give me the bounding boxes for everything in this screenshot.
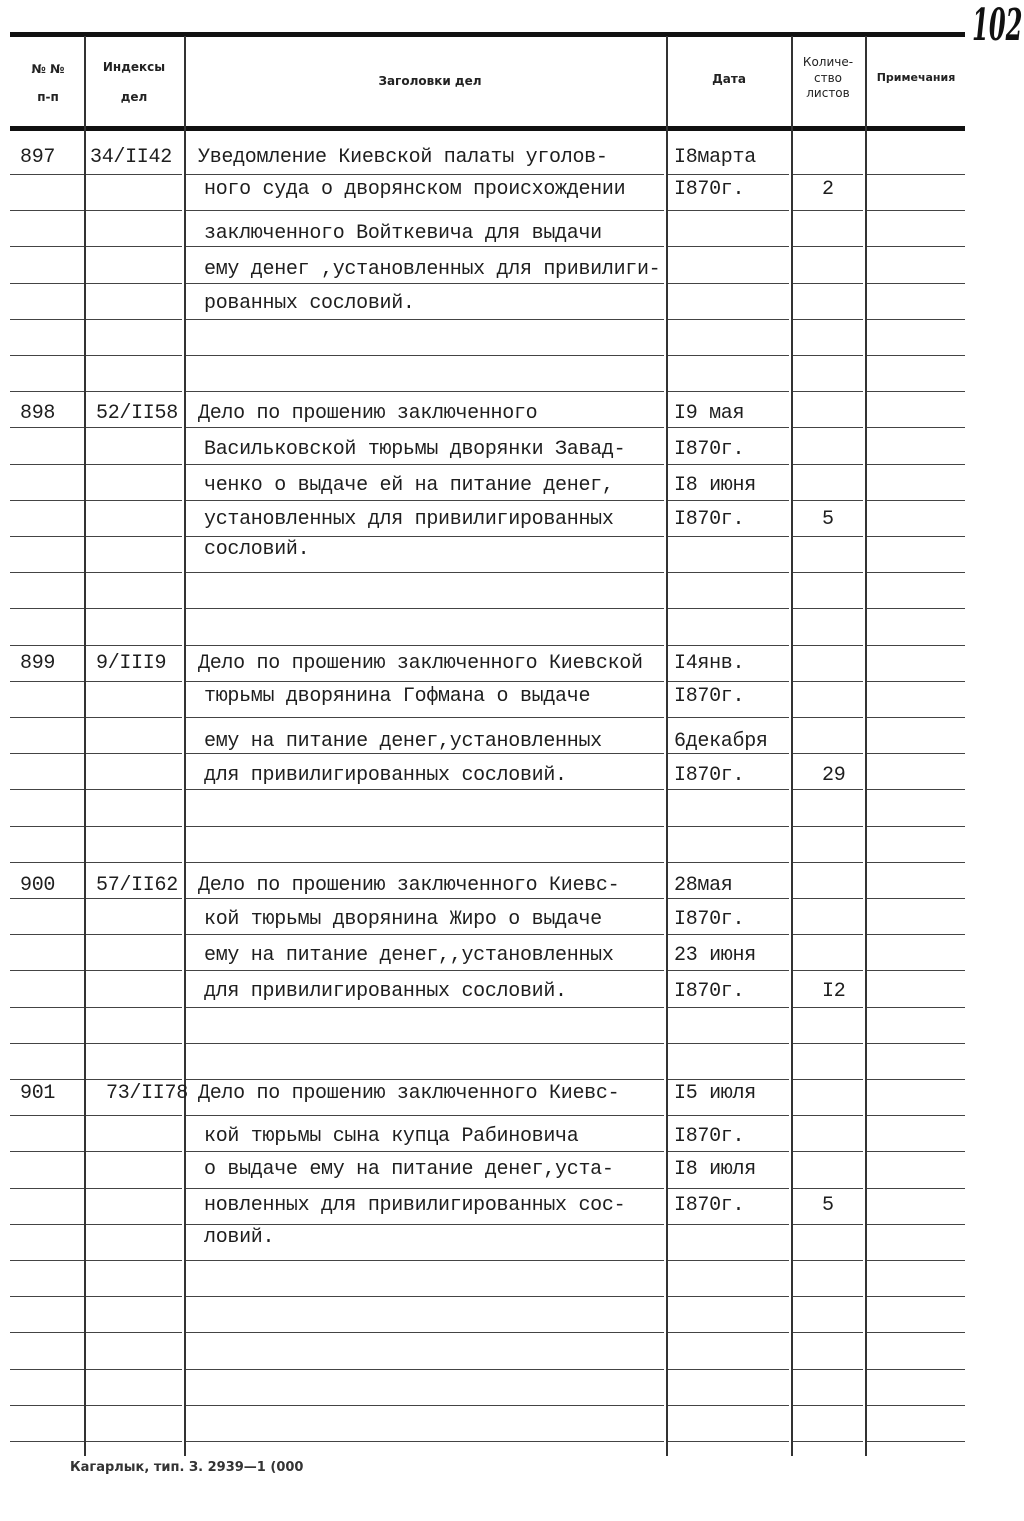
header-index-line2: дел (120, 90, 148, 104)
ruled-line (186, 789, 664, 790)
ruled-line (793, 681, 863, 682)
entry-date: I4янв. (674, 652, 745, 675)
ruled-line (186, 1441, 664, 1442)
ruled-line (793, 934, 863, 935)
ruled-line (186, 645, 664, 646)
ruled-line (10, 1296, 90, 1297)
ruled-line (793, 1296, 863, 1297)
ruled-line (88, 319, 182, 320)
ruled-line (793, 391, 863, 392)
ruled-line (793, 283, 863, 284)
header-index (88, 58, 180, 106)
ruled-line (793, 753, 863, 754)
ruled-line (668, 681, 789, 682)
ruled-line (88, 1332, 182, 1333)
ruled-line (668, 970, 789, 971)
entry-date: I870г. (674, 1125, 745, 1148)
ruled-line (10, 319, 90, 320)
header-title: Заголовки дел (378, 74, 482, 88)
ruled-line (793, 464, 863, 465)
entry-index: 57/II62 (96, 874, 178, 897)
entry-title-line: ловий. (204, 1226, 275, 1249)
ruled-line (186, 1224, 664, 1225)
entry-number: 899 (20, 652, 56, 675)
ruled-line (793, 174, 863, 175)
ruled-line (867, 826, 965, 827)
ruled-line (88, 608, 182, 609)
ruled-line (10, 246, 90, 247)
ruled-line (186, 1007, 664, 1008)
ruled-line (668, 645, 789, 646)
entry-title-line: рованных сословий. (204, 292, 415, 315)
ruled-line (186, 1115, 664, 1116)
ruled-line (186, 826, 664, 827)
ruled-line (867, 427, 965, 428)
ruled-line (867, 1079, 965, 1080)
entry-index: 34/II42 (90, 146, 172, 169)
ruled-line (10, 464, 90, 465)
ruled-line (10, 355, 90, 356)
entry-title-line: тюрьмы дворянина Гофмана о выдаче (204, 685, 591, 708)
entry-sheet-count: 2 (822, 178, 834, 201)
ruled-line (867, 1441, 965, 1442)
ruled-line (793, 500, 863, 501)
entry-number: 898 (20, 402, 56, 425)
ruled-line (88, 210, 182, 211)
entry-date: I870г. (674, 908, 745, 931)
entry-title-line: ему на питание денег,установленных (204, 730, 602, 753)
ruled-line (793, 355, 863, 356)
ruled-line (186, 1188, 664, 1189)
entry-title-line: кой тюрьмы сына купца Рабиновича (204, 1125, 579, 1148)
ruled-line (10, 1115, 90, 1116)
entry-date: I870г. (674, 508, 745, 531)
printer-footer: Кагарлык, тип. З. 2939—1 (000 (70, 1460, 304, 1475)
ruled-line (88, 355, 182, 356)
entry-date: I8марта (674, 146, 756, 169)
entry-index: 9/III9 (96, 652, 167, 675)
ruled-line (668, 572, 789, 573)
ruled-line (186, 355, 664, 356)
ruled-line (793, 1079, 863, 1080)
entry-date: I8 июня (674, 474, 756, 497)
entry-sheet-count: 5 (822, 1194, 834, 1217)
ruled-line (867, 970, 965, 971)
ruled-line (867, 536, 965, 537)
ruled-line (88, 283, 182, 284)
ruled-line (668, 717, 789, 718)
ruled-line (10, 681, 90, 682)
ruled-line (10, 1441, 90, 1442)
entry-title-line: ного суда о дворянском происхождении (204, 178, 626, 201)
ruled-line (88, 464, 182, 465)
entry-title-line: установленных для привилигированных (204, 508, 614, 531)
entry-date: 28мая (674, 874, 733, 897)
ruled-line (867, 355, 965, 356)
ruled-line (793, 1115, 863, 1116)
ruled-line (88, 1043, 182, 1044)
header-bottom-rule (10, 126, 965, 131)
ruled-line (186, 898, 664, 899)
ruled-line (668, 210, 789, 211)
ruled-line (88, 645, 182, 646)
ruled-line (88, 1079, 182, 1080)
ruled-line (867, 753, 965, 754)
column-divider (791, 36, 793, 1456)
ruled-line (867, 1405, 965, 1406)
ruled-line (793, 826, 863, 827)
ruled-line (793, 1151, 863, 1152)
entry-title-line: Дело по прошению заключенного (198, 402, 538, 425)
ruled-line (88, 536, 182, 537)
ruled-line (793, 572, 863, 573)
ruled-line (10, 753, 90, 754)
ruled-line (186, 319, 664, 320)
ruled-line (867, 283, 965, 284)
ruled-line (867, 608, 965, 609)
ruled-line (867, 210, 965, 211)
ruled-line (10, 862, 90, 863)
ruled-line (793, 1332, 863, 1333)
entry-title-line: Уведомление Киевской палаты уголов- (198, 146, 608, 169)
entry-title-line: ченко о выдаче ей на питание денег, (204, 474, 614, 497)
ruled-line (668, 319, 789, 320)
ruled-line (10, 1079, 90, 1080)
ruled-line (793, 1188, 863, 1189)
entry-index: 52/II58 (96, 402, 178, 425)
column-divider (865, 36, 867, 1456)
ruled-line (88, 898, 182, 899)
ruled-line (668, 608, 789, 609)
ruled-line (10, 174, 90, 175)
ruled-line (668, 1151, 789, 1152)
ruled-line (10, 789, 90, 790)
entry-title-line: новленных для привилигированных сос- (204, 1194, 626, 1217)
ruled-line (668, 500, 789, 501)
header-date: Дата (712, 72, 746, 86)
entry-title-line: Дело по прошению заключенного Киевской (198, 652, 643, 675)
ruled-line (793, 898, 863, 899)
ruled-line (10, 898, 90, 899)
ruled-line (668, 1043, 789, 1044)
entry-date: I870г. (674, 438, 745, 461)
ruled-line (186, 1079, 664, 1080)
ruled-line (88, 970, 182, 971)
header-count: Количе-ство листов (802, 55, 854, 101)
entry-sheet-count: I2 (822, 980, 846, 1003)
entry-date: I870г. (674, 685, 745, 708)
ruled-line (10, 717, 90, 718)
ruled-line (867, 572, 965, 573)
ruled-line (10, 934, 90, 935)
entry-title-line: Васильковской тюрьмы дворянки Завад- (204, 438, 626, 461)
ruled-line (793, 536, 863, 537)
ruled-line (88, 500, 182, 501)
ruled-line (867, 645, 965, 646)
ruled-line (668, 898, 789, 899)
ruled-line (88, 1369, 182, 1370)
ruled-line (186, 1332, 664, 1333)
ruled-line (88, 391, 182, 392)
ruled-line (867, 1043, 965, 1044)
ruled-line (668, 391, 789, 392)
ruled-line (10, 210, 90, 211)
ruled-line (867, 1188, 965, 1189)
ruled-line (793, 319, 863, 320)
entry-sheet-count: 5 (822, 508, 834, 531)
header-number-line1: № № (31, 62, 65, 76)
header-number-line2: п-п (37, 90, 59, 104)
ruled-line (668, 1188, 789, 1189)
ruled-line (793, 862, 863, 863)
ruled-line (867, 319, 965, 320)
ruled-line (668, 826, 789, 827)
ruled-line (186, 500, 664, 501)
entry-date: I8 июля (674, 1158, 756, 1181)
ruled-line (88, 753, 182, 754)
ruled-line (88, 789, 182, 790)
ruled-line (88, 1007, 182, 1008)
ruled-line (668, 1369, 789, 1370)
ruled-line (668, 1260, 789, 1261)
ruled-line (186, 717, 664, 718)
ruled-line (793, 789, 863, 790)
ruled-line (88, 1188, 182, 1189)
ruled-line (10, 1332, 90, 1333)
ruled-line (10, 826, 90, 827)
ruled-line (10, 1405, 90, 1406)
ruled-line (10, 500, 90, 501)
ruled-line (793, 645, 863, 646)
header-number (18, 60, 78, 106)
ruled-line (88, 1115, 182, 1116)
ruled-line (88, 427, 182, 428)
ruled-line (88, 1441, 182, 1442)
ruled-line (10, 1007, 90, 1008)
ruled-line (668, 283, 789, 284)
ruled-line (186, 1043, 664, 1044)
ruled-line (793, 1441, 863, 1442)
entry-number: 900 (20, 874, 56, 897)
ruled-line (668, 174, 789, 175)
ruled-line (668, 1296, 789, 1297)
ruled-line (186, 283, 664, 284)
entry-date: I870г. (674, 764, 745, 787)
ruled-line (186, 427, 664, 428)
ruled-line (668, 1332, 789, 1333)
ruled-line (668, 1441, 789, 1442)
ruled-line (793, 1224, 863, 1225)
ruled-line (867, 391, 965, 392)
ruled-line (867, 898, 965, 899)
ruled-line (10, 645, 90, 646)
entry-title-line: Дело по прошению заключенного Киевс- (198, 874, 620, 897)
entry-date: 6декабря (674, 730, 768, 753)
ruled-line (867, 1260, 965, 1261)
column-divider (84, 36, 86, 1456)
table-top-rule (10, 32, 965, 37)
ruled-line (867, 934, 965, 935)
ruled-line (668, 464, 789, 465)
ruled-line (668, 862, 789, 863)
ruled-line (867, 1332, 965, 1333)
ruled-line (88, 826, 182, 827)
ruled-line (10, 1224, 90, 1225)
ruled-line (867, 464, 965, 465)
ruled-line (186, 1151, 664, 1152)
ruled-line (186, 970, 664, 971)
ruled-line (668, 934, 789, 935)
ruled-line (668, 789, 789, 790)
ruled-line (186, 174, 664, 175)
entry-sheet-count: 29 (822, 764, 846, 787)
ruled-line (186, 246, 664, 247)
ruled-line (186, 1296, 664, 1297)
ruled-line (867, 1007, 965, 1008)
ruled-line (88, 1296, 182, 1297)
ruled-line (793, 1405, 863, 1406)
ruled-line (867, 717, 965, 718)
ruled-line (88, 1151, 182, 1152)
ruled-line (88, 1260, 182, 1261)
ruled-line (88, 934, 182, 935)
ruled-line (793, 717, 863, 718)
ruled-line (88, 1224, 182, 1225)
entry-date: I870г. (674, 1194, 745, 1217)
column-divider (184, 36, 186, 1456)
entry-date: 23 июня (674, 944, 756, 967)
ruled-line (668, 1007, 789, 1008)
header-notes: Примечания (876, 71, 956, 84)
ruled-line (186, 210, 664, 211)
ruled-line (793, 970, 863, 971)
ruled-line (793, 1369, 863, 1370)
entry-title-line: кой тюрьмы дворянина Жиро о выдаче (204, 908, 602, 931)
entry-date: I5 июля (674, 1082, 756, 1105)
ruled-line (793, 427, 863, 428)
entry-title-line: о выдаче ему на питание денег,уста- (204, 1158, 614, 1181)
ruled-line (186, 1260, 664, 1261)
entry-number: 901 (20, 1082, 56, 1105)
ruled-line (186, 464, 664, 465)
ruled-line (10, 391, 90, 392)
ruled-line (186, 681, 664, 682)
column-divider (666, 36, 668, 1456)
ruled-line (867, 500, 965, 501)
entry-title-line: сословий. (204, 538, 310, 561)
ruled-line (867, 1224, 965, 1225)
ruled-line (10, 1369, 90, 1370)
ruled-line (668, 1115, 789, 1116)
ruled-line (10, 572, 90, 573)
ruled-line (88, 246, 182, 247)
ruled-line (88, 174, 182, 175)
ruled-line (88, 1405, 182, 1406)
ruled-line (793, 1043, 863, 1044)
ruled-line (867, 681, 965, 682)
entry-date: I870г. (674, 178, 745, 201)
entry-title-line: ему на питание денег,,установленных (204, 944, 614, 967)
ruled-line (10, 283, 90, 284)
ruled-line (10, 536, 90, 537)
ruled-line (793, 210, 863, 211)
ruled-line (10, 1151, 90, 1152)
ruled-line (867, 1296, 965, 1297)
ruled-line (10, 1260, 90, 1261)
handwritten-page-number: 102 (972, 0, 1023, 51)
ruled-line (186, 536, 664, 537)
entry-title-line: заключенного Войткевича для выдачи (204, 222, 602, 245)
entry-date: I870г. (674, 980, 745, 1003)
ruled-line (186, 1405, 664, 1406)
ruled-line (867, 789, 965, 790)
ruled-line (793, 246, 863, 247)
ruled-line (186, 1369, 664, 1370)
ruled-line (867, 246, 965, 247)
entry-title-line: ему денег ,установленных для привилиги- (204, 258, 661, 281)
ruled-line (10, 970, 90, 971)
ruled-line (10, 608, 90, 609)
ruled-line (186, 391, 664, 392)
ruled-line (793, 1007, 863, 1008)
ruled-line (88, 572, 182, 573)
ruled-line (867, 1115, 965, 1116)
ruled-line (186, 608, 664, 609)
ruled-line (793, 608, 863, 609)
ruled-line (88, 862, 182, 863)
ruled-line (88, 681, 182, 682)
ruled-line (186, 572, 664, 573)
ruled-line (10, 427, 90, 428)
ruled-line (867, 1369, 965, 1370)
ruled-line (867, 862, 965, 863)
ruled-line (88, 717, 182, 718)
ruled-line (10, 1043, 90, 1044)
ruled-line (668, 355, 789, 356)
ruled-line (186, 934, 664, 935)
entry-index: 73/II78 (106, 1082, 188, 1105)
ruled-line (668, 1224, 789, 1225)
ruled-line (867, 1151, 965, 1152)
entry-title-line: Дело по прошению заключенного Киевс- (198, 1082, 620, 1105)
ruled-line (793, 1260, 863, 1261)
ruled-line (668, 536, 789, 537)
ruled-line (867, 174, 965, 175)
entry-number: 897 (20, 146, 56, 169)
entry-title-line: для привилигированных сословий. (204, 764, 567, 787)
entry-title-line: для привилигированных сословий. (204, 980, 567, 1003)
ruled-line (186, 862, 664, 863)
entry-date: I9 мая (674, 402, 745, 425)
ruled-line (668, 1405, 789, 1406)
ruled-line (668, 427, 789, 428)
ruled-line (668, 246, 789, 247)
header-index-line1: Индексы (102, 60, 166, 74)
ruled-line (668, 1079, 789, 1080)
ruled-line (10, 1188, 90, 1189)
